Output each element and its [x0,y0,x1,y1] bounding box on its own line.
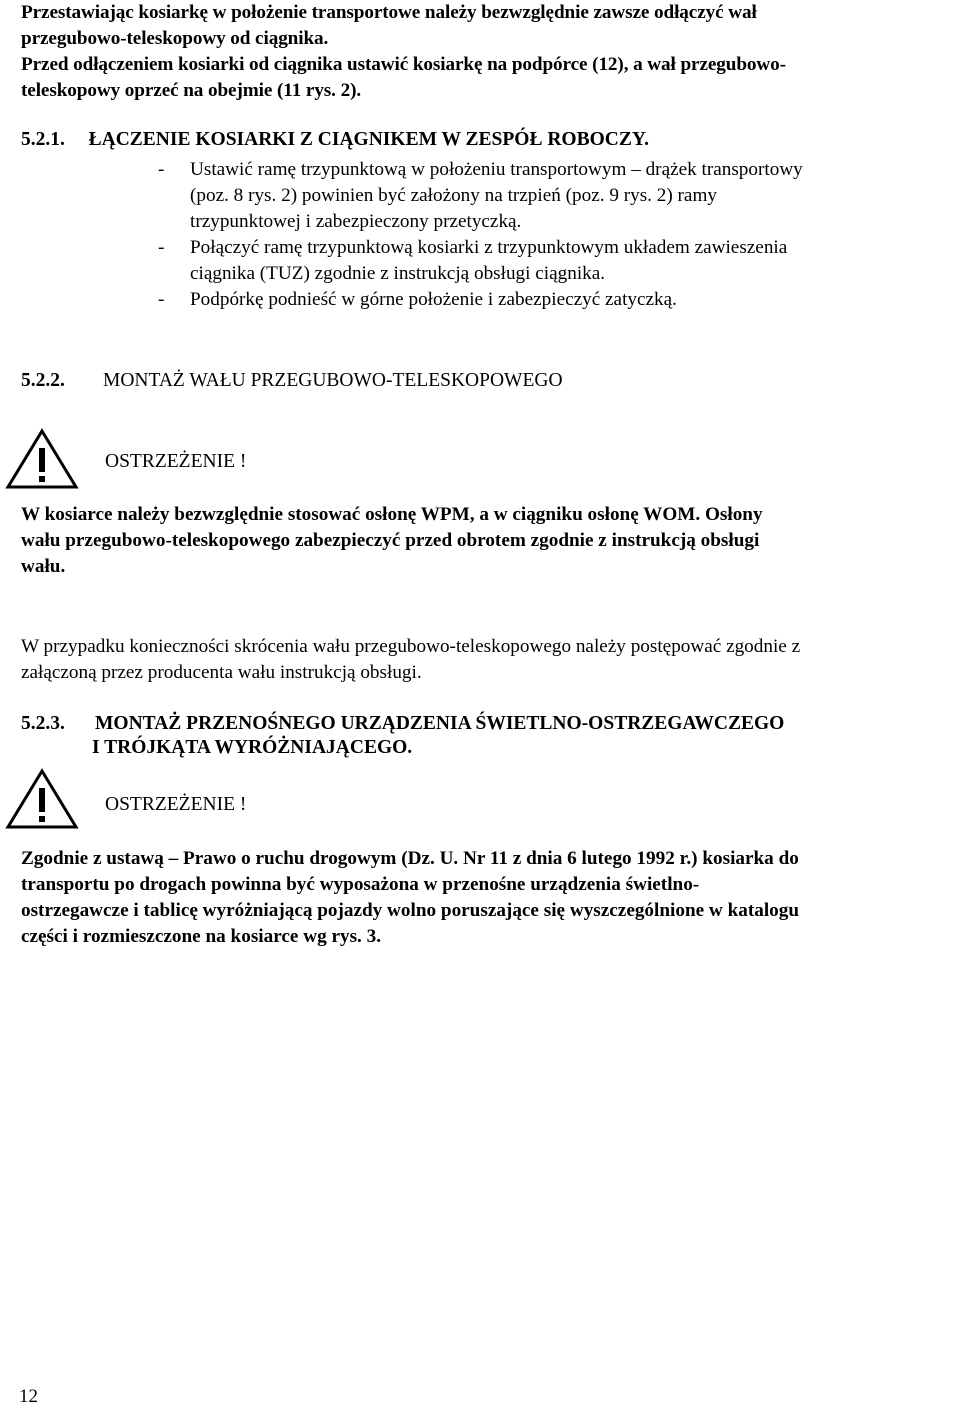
list-item [158,157,803,235]
section-522-heading [21,370,563,392]
warning-line: Zgodnie z ustawą – Prawo o ruchu drogowym (Dz. U. Nr 11 z dnia 6 lutego 1992 r.) kosiarka do [21,848,799,869]
section-title: MONTAŻ WAŁU PRZEGUBOWO-TELESKOPOWEGO [103,370,563,391]
section-521-list [158,157,803,313]
list-item-line: Ustawić ramę trzypunktową w położeniu transportowym – drążek transportowy [190,159,803,180]
list-dash: - [158,159,165,180]
list-item-line: ciągnika (TUZ) zgodnie z instrukcją obsługi ciągnika. [190,263,606,284]
intro-line: Przed odłączeniem kosiarki od ciągnika ustawić kosiarkę na podpórce (12), a wał przegubowo- [21,54,786,75]
warning-label: OSTRZEŻENIE ! [105,451,247,472]
list-item-line: Połączyć ramę trzypunktową kosiarki z trzypunktowym układem zawieszenia [190,237,788,258]
list-dash: - [158,289,165,310]
intro-line: Przestawiając kosiarkę w położenie transportowe należy bezwzględnie zawsze odłączyć wał [21,2,757,23]
warning-triangle-icon [5,428,79,490]
section-title: ŁĄCZENIE KOSIARKI Z CIĄGNIKEM W ZESPÓŁ ROBOCZY. [88,129,650,150]
section-number: 5.2.2. [21,370,65,391]
warning-triangle-icon [5,768,79,830]
warning-line: transportu po drogach powinna być wyposażona w przenośne urządzenia świetlno- [21,874,700,895]
warning-line: części i rozmieszczone na kosiarce wg rys. 3. [21,926,382,947]
section-title-line2: I TRÓJKĄTA WYRÓŻNIAJĄCEGO. [92,737,413,758]
list-item-line: Podpórkę podnieść w górne położenie i zabezpieczyć zatyczką. [190,289,677,310]
section-523-warning-text [21,846,960,950]
list-item [158,235,803,287]
section-title: MONTAŻ PRZENOŚNEGO URZĄDZENIA ŚWIETLNO-OSTRZEGAWCZEGO [95,713,785,734]
warning-line: wału przegubowo-teleskopowego zabezpieczyć przed obrotem zgodnie z instrukcją obsługi [21,530,760,551]
intro-paragraph [21,0,786,104]
section-522-warning-text [21,502,960,580]
intro-line: teleskopowy oprzeć na obejmie (11 rys. 2). [21,80,362,101]
warning-line: wału. [21,556,66,577]
section-522-note [21,634,960,686]
section-521-heading [21,129,649,151]
warning-label: OSTRZEŻENIE ! [105,794,247,815]
list-dash: - [158,237,165,258]
intro-line: przegubowo-teleskopowy od ciągnika. [21,28,329,49]
section-number: 5.2.3. [21,713,65,734]
section-number: 5.2.1. [21,129,65,150]
list-item [158,287,803,313]
warning-line: ostrzegawcze i tablicę wyróżniającą pojazdy wolno poruszające się wyszczególnione w katalogu [21,900,800,921]
note-line: W przypadku konieczności skrócenia wału przegubowo-teleskopowego należy postępować zgodnie z [21,636,801,657]
list-item-line: (poz. 8 rys. 2) powinien być założony na trzpień (poz. 9 rys. 2) ramy [190,185,717,206]
section-523-heading [21,713,784,759]
list-item-line: trzypunktowej i zabezpieczony przetyczką. [190,211,522,232]
page-number: 12 [19,1386,38,1407]
warning-line: W kosiarce należy bezwzględnie stosować osłonę WPM, a w ciągniku osłonę WOM. Osłony [21,504,763,525]
note-line: załączoną przez producenta wału instrukcją obsługi. [21,662,422,683]
